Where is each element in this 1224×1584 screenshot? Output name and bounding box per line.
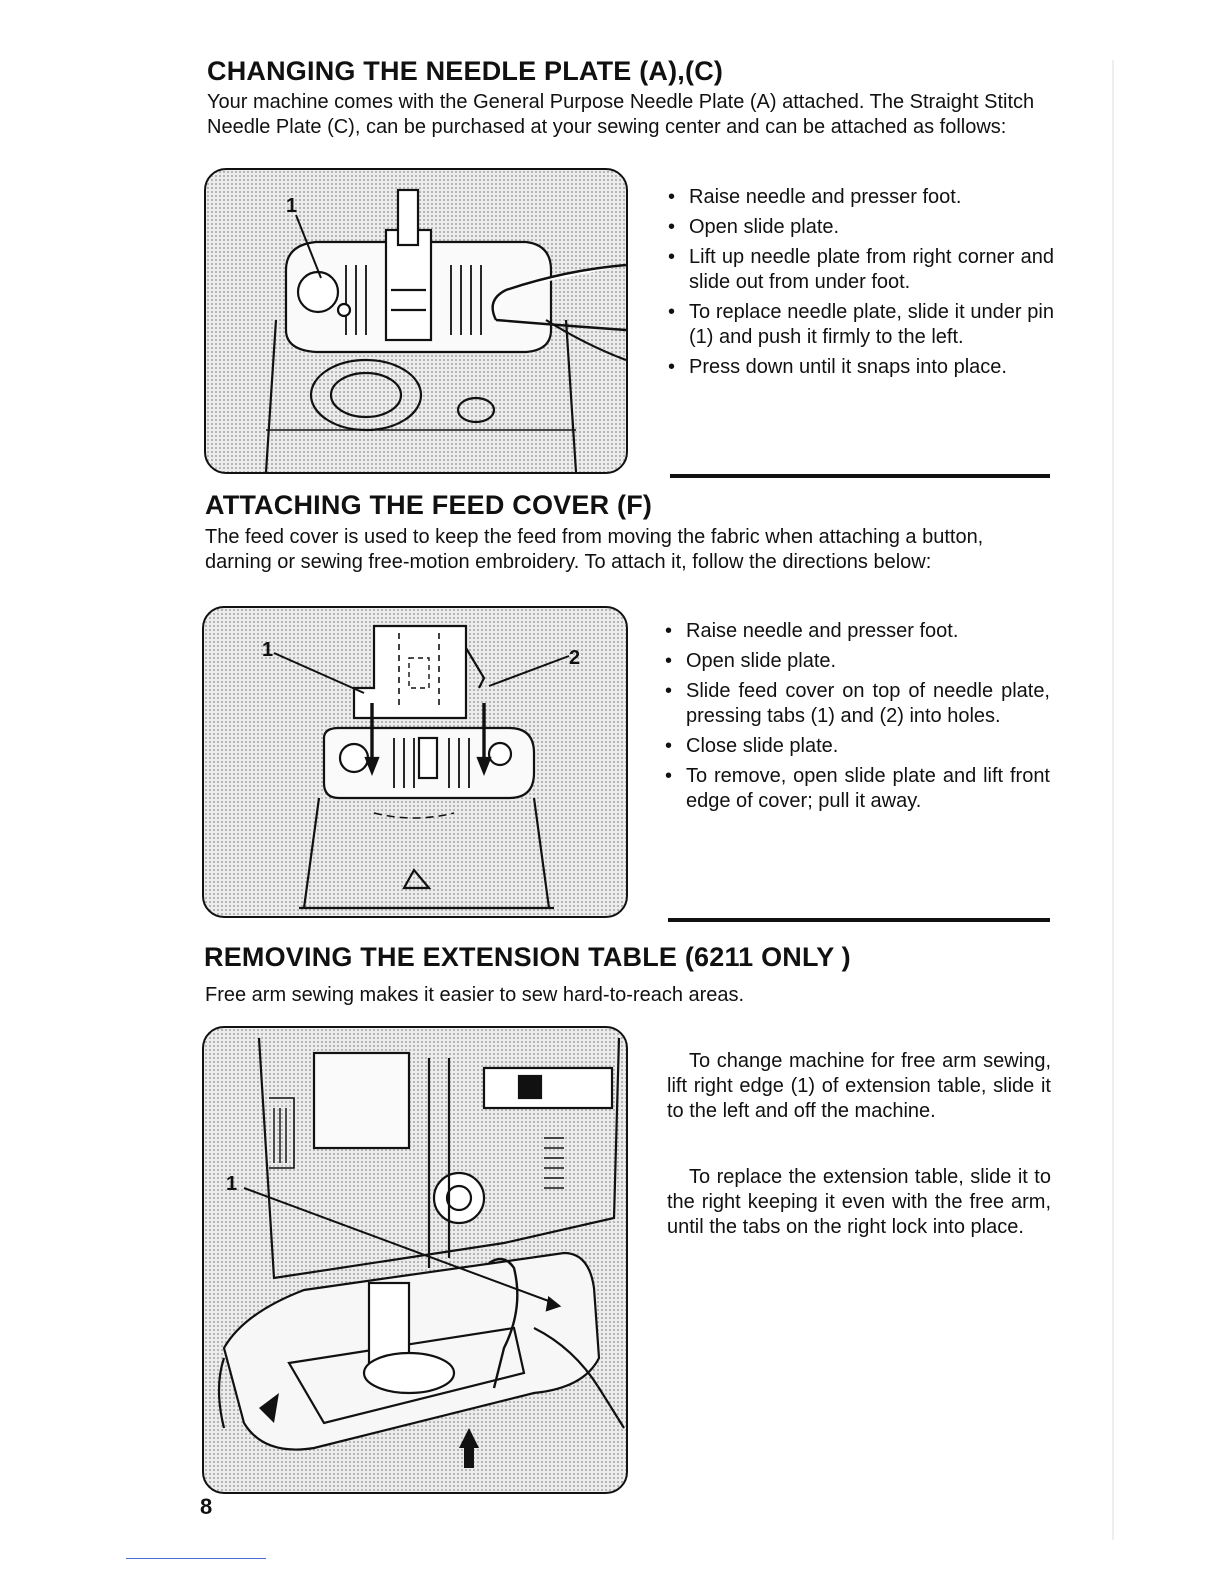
list-item: • Open slide plate.	[665, 649, 1050, 674]
extension-table-intro: Free arm sewing makes it easier to sew hard-to-reach areas.	[205, 984, 745, 1006]
needle-plate-intro: Your machine comes with the General Purpose Needle Plate (A) attached. The Straight Stitch Needle Plate (C), can be purchased at your sewing center and can be attached as follows:	[207, 91, 1035, 138]
list-item: • Open slide plate.	[668, 215, 1054, 240]
section-divider	[668, 918, 1050, 922]
extension-table-illustration	[202, 1026, 628, 1494]
page-number: 8	[200, 1494, 213, 1519]
feed-cover-drawing	[204, 608, 626, 916]
list-item: • Slide feed cover on top of needle plate, pressing tabs (1) and (2) into holes.	[665, 679, 1050, 729]
extension-table-paragraph-1: To change machine for free arm sewing, lift right edge (1) of extension table, slide it to the left and off the machine.	[667, 1050, 1051, 1122]
feed-cover-illustration	[202, 606, 628, 918]
section-title-needle-plate: CHANGING THE NEEDLE PLATE (A),(C)	[207, 56, 724, 86]
scan-edge-line	[126, 1558, 266, 1559]
list-item: • Close slide plate.	[665, 734, 1050, 759]
extension-table-callout-1: 1	[226, 1173, 238, 1195]
list-item: • Lift up needle plate from right corner and slide out from under foot.	[668, 245, 1054, 295]
list-item: • Raise needle and presser foot.	[668, 185, 1054, 210]
needle-plate-callout-1: 1	[286, 195, 298, 217]
feed-cover-callout-1: 1	[262, 639, 274, 661]
section-title-feed-cover: ATTACHING THE FEED COVER (F)	[205, 490, 653, 520]
feed-cover-intro: The feed cover is used to keep the feed from moving the fabric when attaching a button, darning or sewing free-motion embroidery. To attach it, follow the directions below:	[205, 526, 984, 573]
list-item: • Raise needle and presser foot.	[665, 619, 1050, 644]
section-divider	[670, 474, 1050, 478]
needle-plate-illustration	[204, 168, 628, 474]
section-title-extension-table: REMOVING THE EXTENSION TABLE (6211 ONLY )	[204, 942, 851, 972]
feed-cover-callout-2: 2	[569, 647, 581, 669]
feed-cover-steps	[665, 619, 1050, 819]
list-item: • Press down until it snaps into place.	[668, 355, 1054, 380]
extension-table-drawing	[204, 1028, 626, 1492]
list-item: • To replace needle plate, slide it under pin (1) and push it firmly to the left.	[668, 300, 1054, 350]
needle-plate-drawing	[206, 170, 626, 472]
list-item: • To remove, open slide plate and lift front edge of cover; pull it away.	[665, 764, 1050, 814]
extension-table-paragraph-2: To replace the extension table, slide it to the right keeping it even with the free arm, until the tabs on the right lock into place.	[667, 1166, 1051, 1238]
needle-plate-steps	[668, 185, 1054, 385]
scan-edge-speck	[1112, 60, 1114, 1540]
